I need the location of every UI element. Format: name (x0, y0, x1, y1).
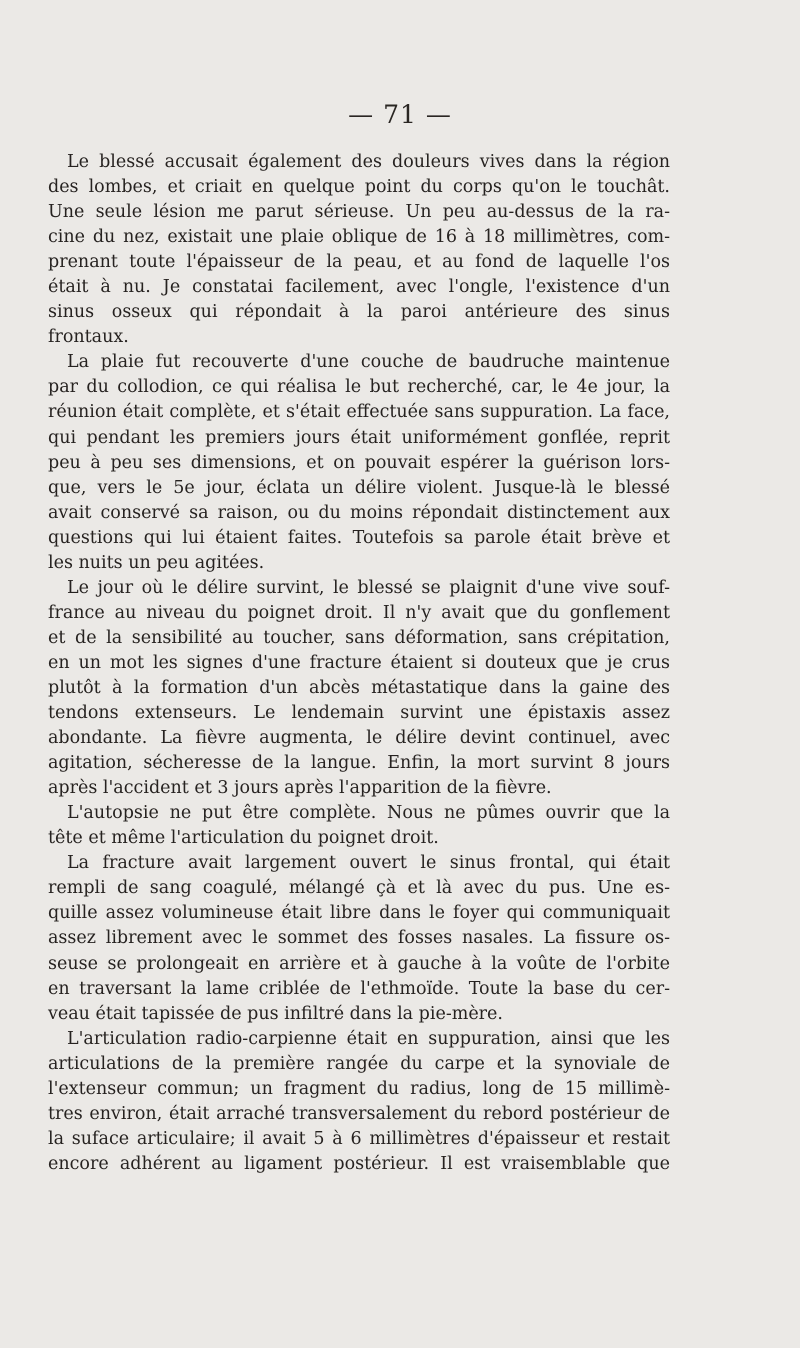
text-line: la suface articulaire; il avait 5 à 6 millimètres d'épaisseur et restait (48, 1128, 670, 1149)
text-line: l'extenseur commun; un fragment du radius, long de 15 millimè- (48, 1078, 670, 1099)
text-line: articulations de la première rangée du carpe et la synoviale de (48, 1053, 670, 1074)
text-line: était à nu. Je constatai facilement, avec l'ongle, l'existence d'un (48, 277, 670, 298)
text-line: peu à peu ses dimensions, et on pouvait espérer la guérison lors- (48, 452, 670, 473)
text-line: que, vers le 5e jour, éclata un délire violent. Jusque-là le blessé (48, 477, 670, 498)
paragraph (48, 851, 670, 1026)
text-line: sinus osseux qui répondait à la paroi antérieure des sinus (48, 302, 670, 323)
text-line: quille assez volumineuse était libre dans le foyer qui communiquait (48, 903, 670, 924)
text-line: les nuits un peu agitées. (48, 552, 265, 573)
text-line: des lombes, et criait en quelque point du corps qu'on le touchât. (48, 177, 670, 198)
body-text (48, 150, 670, 1177)
text-line: agitation, sécheresse de la langue. Enfin, la mort survint 8 jours (48, 753, 670, 774)
text-line: rempli de sang coagulé, mélangé çà et là avec du pus. Une es- (48, 878, 670, 899)
text-line: cine du nez, existait une plaie oblique de 16 à 18 millimètres, com- (48, 227, 670, 248)
text-line: veau était tapissée de pus infiltré dans la pie-mère. (48, 1003, 503, 1024)
page-number: — 71 — (348, 100, 452, 129)
text-line: france au niveau du poignet droit. Il n'y avait que du gonflement (48, 602, 670, 623)
text-line: La fracture avait largement ouvert le sinus frontal, qui était (67, 853, 670, 874)
text-line: tête et même l'articulation du poignet droit. (48, 828, 439, 849)
text-line: La plaie fut recouverte d'une couche de baudruche maintenue (67, 352, 670, 373)
paragraph (48, 576, 670, 801)
text-line: plutôt à la formation d'un abcès métastatique dans la gaine des (48, 677, 670, 698)
text-line: prenant toute l'épaisseur de la peau, et au fond de laquelle l'os (48, 252, 670, 273)
text-line: frontaux. (48, 327, 129, 348)
text-line: tres environ, était arraché transversalement du rebord postérieur de (48, 1103, 670, 1124)
text-line: par du collodion, ce qui réalisa le but recherché, car, le 4e jour, la (48, 377, 670, 398)
text-line: Le blessé accusait également des douleurs vives dans la région (67, 152, 670, 172)
paragraph (48, 350, 670, 575)
text-line: questions qui lui étaient faites. Toutefois sa parole était brève et (48, 527, 670, 548)
text-line: avait conservé sa raison, ou du moins répondait distinctement aux (48, 502, 670, 523)
text-line: L'articulation radio-carpienne était en suppuration, ainsi que les (67, 1028, 670, 1049)
text-line: Une seule lésion me parut sérieuse. Un peu au-dessus de la ra- (48, 202, 670, 223)
text-line: et de la sensibilité au toucher, sans déformation, sans crépitation, (48, 627, 670, 648)
text-line: après l'accident et 3 jours après l'apparition de la fièvre. (48, 778, 552, 799)
paragraph (48, 801, 670, 851)
text-line: seuse se prolongeait en arrière et à gauche à la voûte de l'orbite (48, 953, 670, 974)
text-line: abondante. La fièvre augmenta, le délire devint continuel, avec (48, 728, 670, 749)
text-line: réunion était complète, et s'était effectuée sans suppuration. La face, (48, 402, 670, 423)
paragraph (48, 1027, 670, 1177)
text-line: assez librement avec le sommet des fosses nasales. La fissure os- (48, 928, 670, 949)
text-line: Le jour où le délire survint, le blessé se plaignit d'une vive souf- (67, 577, 670, 598)
text-line: en traversant la lame criblée de l'ethmoïde. Toute la base du cer- (48, 978, 670, 999)
text-line: tendons extenseurs. Le lendemain survint une épistaxis assez (48, 703, 670, 724)
text-line: L'autopsie ne put être complète. Nous ne pûmes ouvrir que la (67, 803, 670, 824)
text-line: encore adhérent au ligament postérieur. Il est vraisemblable que (48, 1153, 670, 1174)
text-line: en un mot les signes d'une fracture étaient si douteux que je crus (48, 652, 670, 673)
paragraph (48, 150, 670, 350)
text-line: qui pendant les premiers jours était uniformément gonflée, reprit (48, 427, 670, 448)
